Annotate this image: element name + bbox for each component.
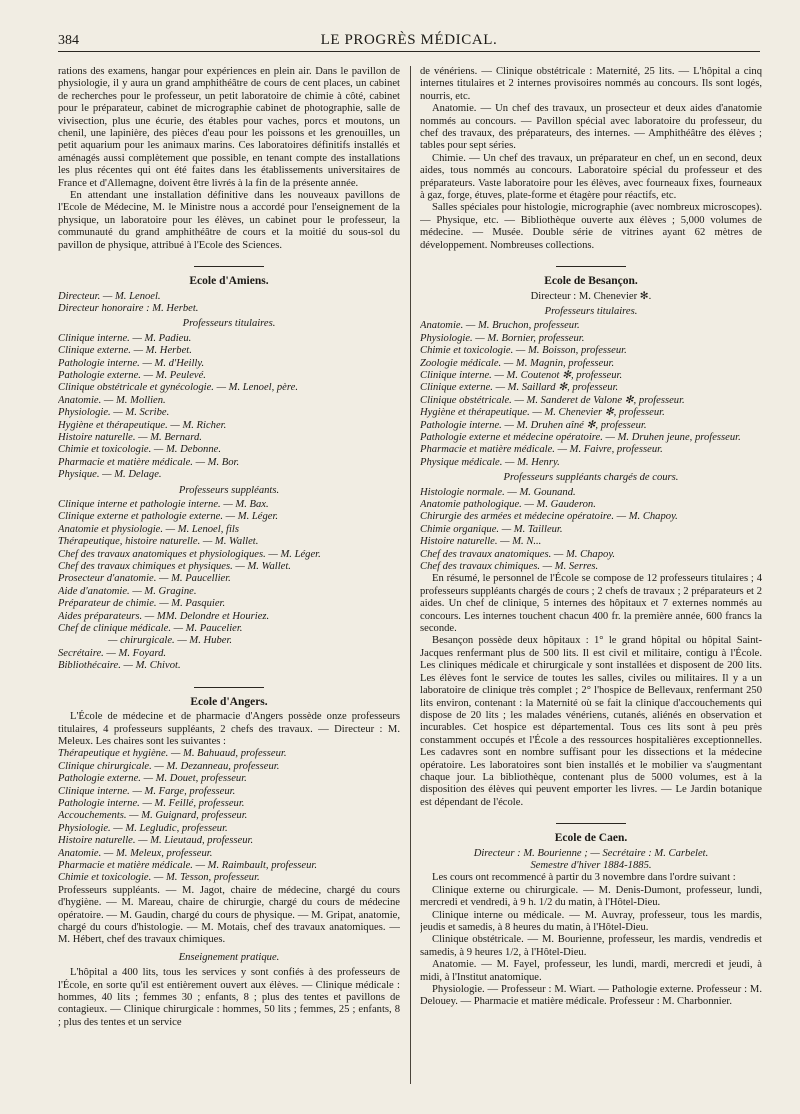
- section-title-besancon: Ecole de Besançon.: [544, 275, 638, 288]
- paragraph: Les cours ont recommencé à partir du 3 novembre dans l'ordre suivant :: [432, 872, 736, 884]
- section-rule: [194, 687, 264, 688]
- list-item: Histoire naturelle. — M. Lieutaud, professeur.: [58, 835, 254, 847]
- list-item: Aide d'anatomie. — M. Gragine.: [58, 585, 197, 597]
- list-item: Clinique interne ou médicale. — M. Auvray, professeur, tous les mardis, jeudis et samedis, à 8 heures du matin, à l'Hôtel-Dieu.: [420, 909, 762, 933]
- list-item: Physiologie. — M. Bornier, professeur.: [420, 332, 585, 344]
- list-item: Clinique obstétricale et gynécologie. — M. Lenoel, père.: [58, 382, 298, 394]
- list-item: Chimie organique. — M. Tailleur.: [420, 523, 563, 535]
- subsection-heading: Professeurs titulaires.: [182, 318, 276, 330]
- paragraph: de vénériens. — Clinique obstétricale : Maternité, 25 lits. — L'hôpital a cinq internes titulaires et 2 internes provisoires nommés au concours. Ils sont logés, nourris, etc.: [420, 66, 762, 102]
- list-item: Clinique externe ou chirurgicale. — M. Denis-Dumont, professeur, lundi, mercredi et vendredi, à 9 h. 1/2 du matin, à l'Hôtel-Dieu.: [420, 884, 762, 909]
- paragraph: En attendant une installation définitive dans les nouveaux pavillons de l'Ecole de Médecine, M. le Ministre nous a accordé pour l'enseignement de la physique, un laboratoire pour les élèves, un cabinet pour le professeur, la communauté du grand amphithéâtre de cours et la moitié du sous-sol du pavillon de physique, attribué à l'Ecole des Sciences.: [58, 190, 400, 251]
- list-item: Physiologie. — Professeur : M. Wiart. — Pathologie externe. Professeur : M. Delouey. — Pharmacie et matière médicale. Professeur : M. Charbonnier.: [420, 984, 762, 1008]
- list-item: Anatomie et physiologie. — M. Lenoel, fils: [58, 523, 239, 535]
- list-item: Pharmacie et matière médicale. — M. Bor.: [58, 456, 240, 468]
- list-item: Directeur. — M. Lenoel.: [58, 290, 161, 302]
- list-item: Pharmacie et matière médicale. — M. Faivre, professeur.: [420, 444, 663, 456]
- director-line: Directeur : M. Bourienne ; — Secrétaire : M. Carbelet.: [473, 847, 709, 859]
- list-item: Anatomie. — M. Fayel, professeur, les lundi, mardi, mercredi et jeudi, à midi, à l'Institut anatomique.: [420, 959, 762, 983]
- list-item: Clinique interne et pathologie interne. — M. Bax.: [58, 499, 269, 510]
- list-item: Chef des travaux anatomiques. — M. Chapoy.: [420, 548, 616, 560]
- subsection-heading: Enseignement pratique.: [178, 951, 280, 963]
- section-rule: [194, 266, 264, 267]
- list-item: Chef des travaux chimiques. — M. Serres.: [420, 561, 599, 573]
- list-item: Chimie et toxicologie. — M. Boisson, professeur.: [420, 345, 627, 357]
- list-item: Clinique externe. — M. Herbet.: [58, 345, 192, 357]
- paragraph: Anatomie. — Un chef des travaux, un prosecteur et deux aides d'anatomie nommés au concours. — Pavillon spécial avec laboratoire du professeur, du chef des travaux, des préparateurs, des internes. — Amphithéâtre des élèves ; tables pour sept séries.: [420, 103, 762, 152]
- list-item: Chimie et toxicologie. — M. Tesson, professeur.: [58, 872, 260, 884]
- semester-line: Semestre d'hiver 1884-1885.: [530, 859, 652, 871]
- list-item: Anatomie. — M. Mollien.: [58, 394, 166, 406]
- left-column: [58, 66, 400, 1086]
- section-title-angers: Ecole d'Angers.: [190, 695, 268, 708]
- list-item: Chimie et toxicologie. — M. Debonne.: [58, 444, 221, 456]
- section-rule: [556, 266, 626, 267]
- list-item: Bibliothécaire. — M. Chivot.: [58, 660, 181, 672]
- paragraph: Salles spéciales pour histologie, micrographie (avec nombreux microscopes). — Physique, etc. — Bibliothèque ouverte aux élèves ; 5,000 volumes de médecine. — Musée. Double série de vitrines ayant 62 mètres de développement. Nombreuses collections.: [420, 202, 762, 251]
- subsection-heading: Professeurs suppléants chargés de cours.: [503, 472, 679, 484]
- list-item: Physiologie. — M. Legludic, professeur.: [58, 822, 228, 834]
- list-item: Histoire naturelle. — M. Bernard.: [58, 431, 202, 443]
- list-item: Pathologie externe. — M. Douet, professeur.: [58, 773, 247, 785]
- list-item: Pathologie interne. — M. d'Heilly.: [58, 357, 205, 369]
- subsection-heading: Professeurs suppléants.: [178, 484, 280, 496]
- list-item: Directeur honoraire : M. Herbet.: [58, 302, 199, 314]
- page-number: 384: [58, 33, 79, 48]
- paragraph: Chimie. — Un chef des travaux, un préparateur en chef, un en second, deux aides, tous nommés au concours. Laboratoire spécial du professeur et des préparateurs. Vaste laboratoire pour les élèves, avec fourneaux fixes, fourneaux à gaz, forge, étuves, plate-forme et étagère pour réactifs, etc.: [420, 152, 762, 202]
- list-item: Histologie normale. — M. Gounand.: [420, 486, 576, 498]
- list-item: Pathologie interne. — M. Druhen aîné ✻, professeur.: [420, 419, 647, 431]
- list-item: Clinique interne. — M. Farge, professeur.: [58, 785, 236, 797]
- list-item: Pathologie externe et médecine opératoire. — M. Druhen jeune, professeur.: [420, 431, 741, 443]
- list-item: Clinique externe et pathologie externe. — M. Léger.: [58, 511, 279, 523]
- section-rule: [556, 823, 626, 824]
- list-item: Préparateur de chimie. — M. Pasquier.: [58, 598, 226, 610]
- list-item: Physique médicale. — M. Henry.: [420, 456, 560, 468]
- list-item: Prosecteur d'anatomie. — M. Paucellier.: [58, 573, 231, 585]
- paragraph: En résumé, le personnel de l'École se compose de 12 professeurs titulaires ; 4 professeurs suppléants chargés de cours ; 2 chefs de travaux ; 2 préparateurs et 2 aides. Un chef de clinique, 5 internes des hôpitaux et 7 externes nommés au concours. Les internes touchent chacun 400 fr. la première année, 600 francs la seconde.: [420, 573, 762, 635]
- list-item: Histoire naturelle. — M. N...: [420, 536, 542, 548]
- paragraph: Besançon possède deux hôpitaux : 1° le grand hôpital ou hôpital Saint-Jacques renfermant plus de 500 lits. Il est civil et militaire, contigu à l'École. Les cliniques médicale et chirurgicale y sont installées et disposent de 200 lits. Les élèves font le service de toutes les salles, civiles ou militaires. Il y a un laboratoire de clinique très complet ; 2° l'hospice de Bellevaux, renfermant 250 lits environ, contenant : la Maternité où se fait la clinique d'accouchements qui dispose de 20 lits ; les malades vénériens, cutanés, aliénés en observation et incurables. Cet hospice est départemental. Tous ces lits sont à peu près constamment occupés et l'École a des ressources hospitalières exceptionnelles. Les cadavres sont en nombre suffisant pour les dissections et la médecine opératoire. Les laboratoires sont bien installés et le mobilier va s'augmentant chaque jour. La bibliothèque, contenant plus de 5000 volumes, est à la disposition des élèves qui peuvent emporter les livres. — Le Jardin botanique est dépendant de l'école.: [420, 635, 762, 808]
- column-divider: [410, 66, 411, 1084]
- director-line: Directeur : M. Chenevier ✻.: [530, 290, 652, 302]
- list-item: Zoologie médicale. — M. Magnin, professeur.: [420, 357, 615, 369]
- list-item: Physique. — M. Delage.: [58, 469, 162, 481]
- list-item: Anatomie. — M. Meleux, professeur.: [58, 847, 213, 859]
- list-item: Pharmacie et matière médicale. — M. Raimbault, professeur.: [58, 859, 318, 871]
- list-item: Chirurgie des armées et médecine opératoire. — M. Chapoy.: [420, 511, 678, 523]
- list-item: Clinique obstétricale. — M. Sanderet de Valone ✻, professeur.: [420, 394, 685, 406]
- subsection-heading: Professeurs titulaires.: [544, 305, 638, 317]
- list-item: Thérapeutique, histoire naturelle. — M. Wallet.: [58, 536, 259, 548]
- list-item: — chirurgicale. — M. Huber.: [108, 635, 233, 647]
- list-item: Hygiène et thérapeutique. — M. Chenevier ✻, professeur.: [420, 407, 665, 419]
- list-item: Clinique obstétricale. — M. Bourienne, professeur, les mardis, vendredis et samedis, à 9 heures 1/2, à l'Hôtel-Dieu.: [420, 934, 762, 958]
- journal-title: LE PROGRÈS MÉDICAL.: [320, 32, 498, 48]
- list-item: Accouchements. — M. Guignard, professeur.: [58, 810, 248, 822]
- list-item: Clinique interne. — M. Padieu.: [58, 332, 192, 344]
- list-item: Clinique interne. — M. Coutenot ✻, professeur.: [420, 369, 623, 381]
- section-title-caen: Ecole de Caen.: [554, 832, 628, 845]
- list-item: Secrétaire. — M. Foyard.: [58, 647, 167, 659]
- section-title-amiens: Ecole d'Amiens.: [189, 275, 269, 288]
- list-item: Aides préparateurs. — MM. Delondre et Houriez.: [58, 610, 270, 622]
- list-item: Hygiène et thérapeutique. — M. Richer.: [58, 419, 227, 431]
- paragraph: Professeurs suppléants. — M. Jagot, chaire de médecine, chargé du cours d'hygiène. — M. Mareau, chaire de chirurgie, chargé du cours de médecine opératoire. — M. Gaudin, chargé du cours de physique. — M. Gripat, anatomie, chargé du cours d'histologie. — M. Motais, chef des travaux anatomiques. — M. Hébert, chef des travaux chimiques.: [58, 884, 400, 946]
- list-item: Chef des travaux chimiques et physiques. — M. Wallet.: [58, 561, 291, 573]
- paragraph: L'École de médecine et de pharmacie d'Angers possède onze professeurs titulaires, 4 professeurs suppléants, 2 chefs des travaux. — Directeur : M. Meleux. Les chaires sont les suivantes :: [58, 711, 400, 747]
- list-item: Clinique chirurgicale. — M. Dezanneau, professeur.: [58, 760, 280, 772]
- list-item: Pathologie externe. — M. Peulevé.: [58, 369, 206, 381]
- list-item: Physiologie. — M. Scribe.: [58, 407, 170, 419]
- right-column: [420, 66, 762, 1086]
- running-header: [58, 27, 760, 52]
- paragraph: L'hôpital a 400 lits, tous les services y sont confiés à des professeurs de l'École, en sorte qu'il est entièrement ouvert aux élèves. — Clinique médicale : hommes, 40 lits ; femmes 30 ; enfants, 8 ; plus des tentes et pavillons de contagieux. — Clinique chirurgicale : hommes, 50 lits ; femmes, 25 ; enfants, 8 ; plus des tentes et un service: [58, 967, 400, 1028]
- paragraph: rations des examens, hangar pour expériences en plein air. Dans le pavillon de physiologie, il y aura un grand amphithéâtre de cours de cent places, un cabinet de recherches pour le professeur, un petit laboratoire de chimie à côté, cabinet pour le préparateur, cabinet de micrographie cabinet de photographie, salle de vivisection, plus une écurie, des étables pour vaches, porcs et moutons, un chenil, une lapinière, des pièces d'eau pour les poissons et les grenouilles, un petit aquarium pour les animaux marins. Ces laboratoires définitifs installés et aménagés aussi complètement que possible, en tenant compte des installations les plus récentes qui ont été faites dans les établissements universitaires de France et d'Allemagne, doivent être livrés à la fin de la présente année.: [58, 66, 400, 189]
- list-item: Anatomie pathologique. — M. Gauderon.: [420, 499, 596, 510]
- list-item: Thérapeutique et hygiène. — M. Bahuaud, professeur.: [58, 748, 287, 760]
- list-item: Clinique externe. — M. Saillard ✻, professeur.: [420, 382, 619, 394]
- list-item: Chef des travaux anatomiques et physiologiques. — M. Léger.: [58, 548, 321, 560]
- list-item: Pathologie interne. — M. Feillé, professeur.: [58, 797, 245, 809]
- list-item: Anatomie. — M. Bruchon, professeur.: [420, 320, 580, 332]
- list-item: Chef de clinique médicale. — M. Paucelier.: [58, 623, 243, 635]
